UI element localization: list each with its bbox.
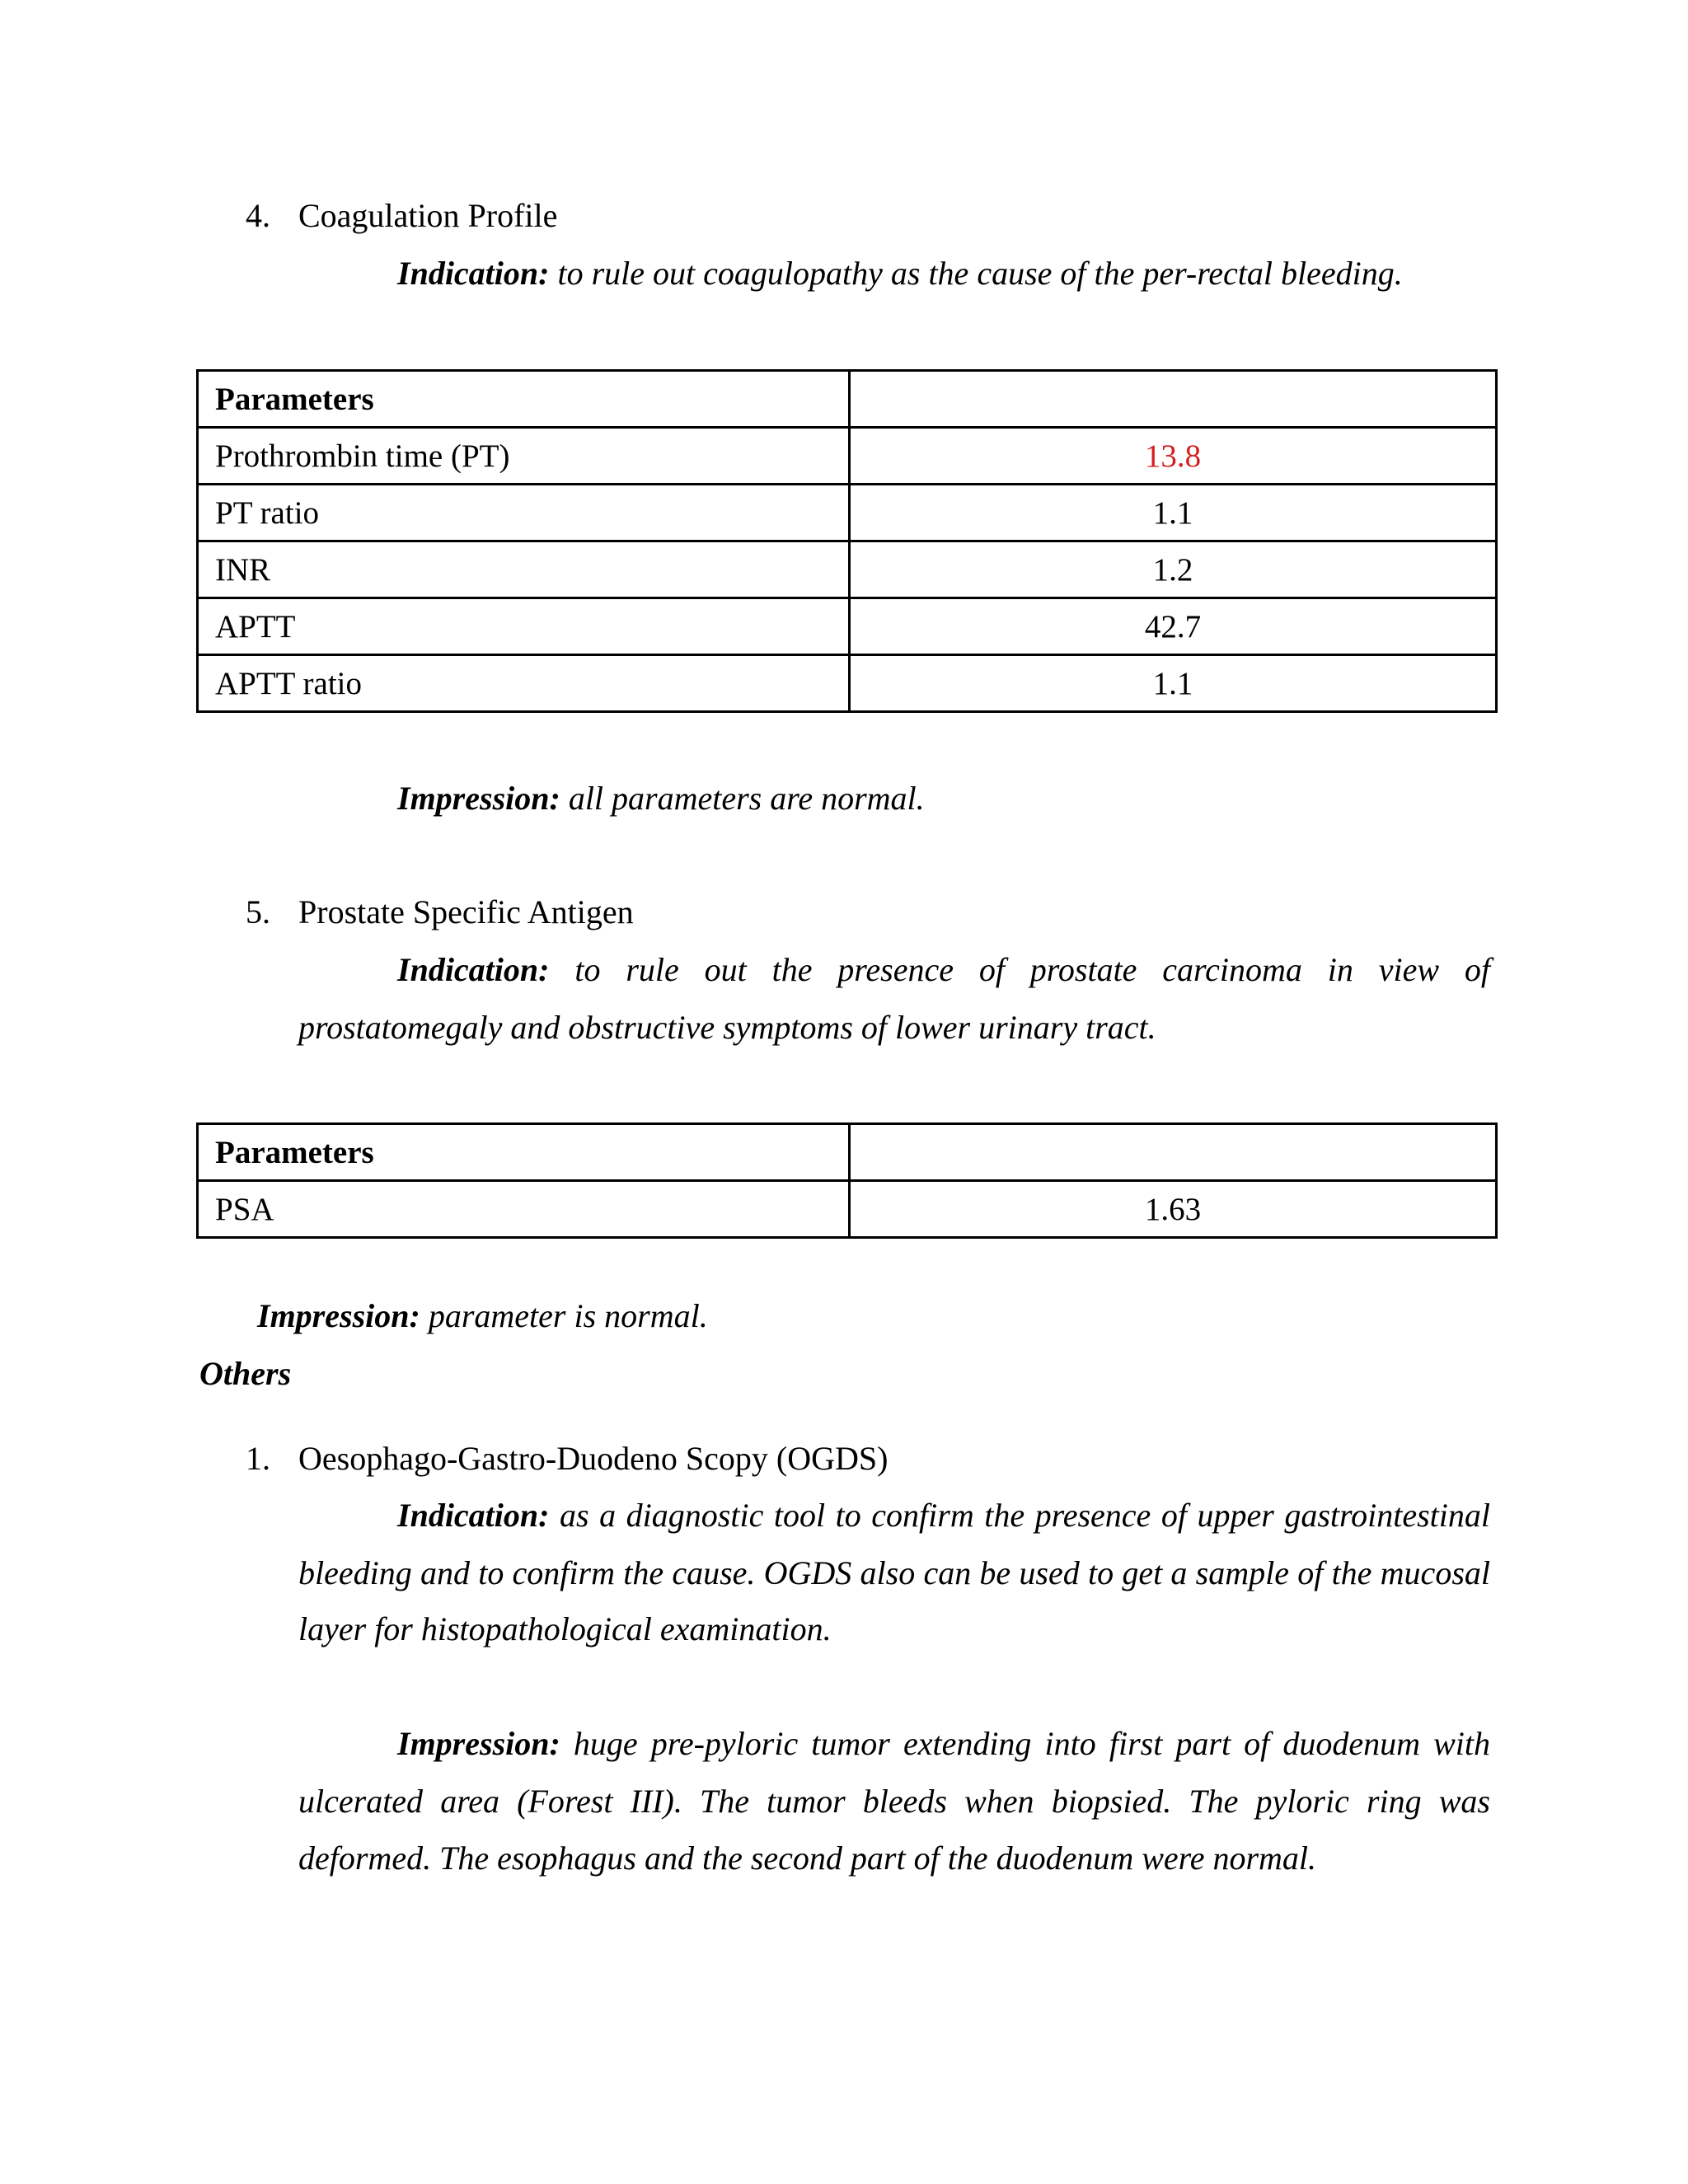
section-title-coagulation-profile: Coagulation Profile [298, 197, 558, 234]
table-row [198, 655, 1497, 712]
table-header-row [198, 371, 1497, 428]
indication-label: Indication: [397, 951, 550, 988]
impression-label: Impression: [397, 1725, 560, 1762]
param-value: 1.1 [850, 655, 1497, 712]
param-name: APTT [198, 598, 850, 655]
table-header-row [198, 1124, 1497, 1181]
coagulation-indication [397, 254, 1403, 293]
coagulation-table [196, 369, 1498, 713]
others-item-title-ogds: Oesophago-Gastro-Duodeno Scopy (OGDS) [298, 1440, 889, 1477]
ogds-impression-line3: deformed. The esophagus and the second part of the duodenum were normal. [298, 1840, 1317, 1877]
indication-text: as a diagnostic tool to confirm the presence of upper gastrointestinal [560, 1497, 1490, 1534]
param-name: Prothrombin time (PT) [198, 428, 850, 485]
table-row [198, 485, 1497, 541]
param-name: INR [198, 541, 850, 598]
impression-label: Impression: [257, 1297, 420, 1334]
indication-label: Indication: [397, 255, 550, 292]
section-title-psa: Prostate Specific Antigen [298, 893, 634, 930]
table-row [198, 598, 1497, 655]
psa-impression [257, 1296, 708, 1336]
psa-indication-line1 [397, 950, 1490, 990]
param-value: 1.2 [850, 541, 1497, 598]
table-row [198, 1181, 1497, 1238]
param-value: 13.8 [850, 428, 1497, 485]
table-row [198, 541, 1497, 598]
others-item-number-1: 1. [246, 1440, 270, 1477]
psa-table [196, 1122, 1498, 1239]
param-name: APTT ratio [198, 655, 850, 712]
psa-indication-line2: prostatomegaly and obstructive symptoms of lower urinary tract. [298, 1009, 1156, 1046]
impression-text: parameter is normal. [420, 1297, 708, 1334]
ogds-indication-line1 [397, 1496, 1490, 1535]
param-value: 42.7 [850, 598, 1497, 655]
table-row [198, 428, 1497, 485]
section-number-5: 5. [246, 893, 270, 930]
param-value: 1.1 [850, 485, 1497, 541]
impression-label: Impression: [397, 780, 560, 817]
ogds-impression-line2: ulcerated area (Forest III). The tumor bleeds when biopsied. The pyloric ring was [298, 1783, 1490, 1820]
coagulation-impression [397, 779, 925, 818]
param-value: 1.63 [850, 1181, 1497, 1238]
param-name: PSA [198, 1181, 850, 1238]
ogds-impression-line1 [397, 1724, 1490, 1764]
table-header-value [850, 371, 1497, 428]
impression-text: all parameters are normal. [560, 780, 925, 817]
table-header-value [850, 1124, 1497, 1181]
section-number-4: 4. [246, 197, 270, 234]
indication-label: Indication: [397, 1497, 550, 1534]
param-name: PT ratio [198, 485, 850, 541]
others-heading: Others [199, 1355, 292, 1392]
table-header-parameters: Parameters [198, 371, 850, 428]
table-header-parameters: Parameters [198, 1124, 850, 1181]
ogds-indication-line2: bleeding and to confirm the cause. OGDS also can be used to get a sample of the mucosal [298, 1554, 1490, 1591]
indication-text: to rule out the presence of prostate carcinoma in view of [574, 951, 1490, 988]
indication-text: to rule out coagulopathy as the cause of the per-rectal bleeding. [549, 255, 1403, 292]
impression-text: huge pre-pyloric tumor extending into first part of duodenum with [573, 1725, 1490, 1762]
ogds-indication-line3: layer for histopathological examination. [298, 1610, 832, 1647]
